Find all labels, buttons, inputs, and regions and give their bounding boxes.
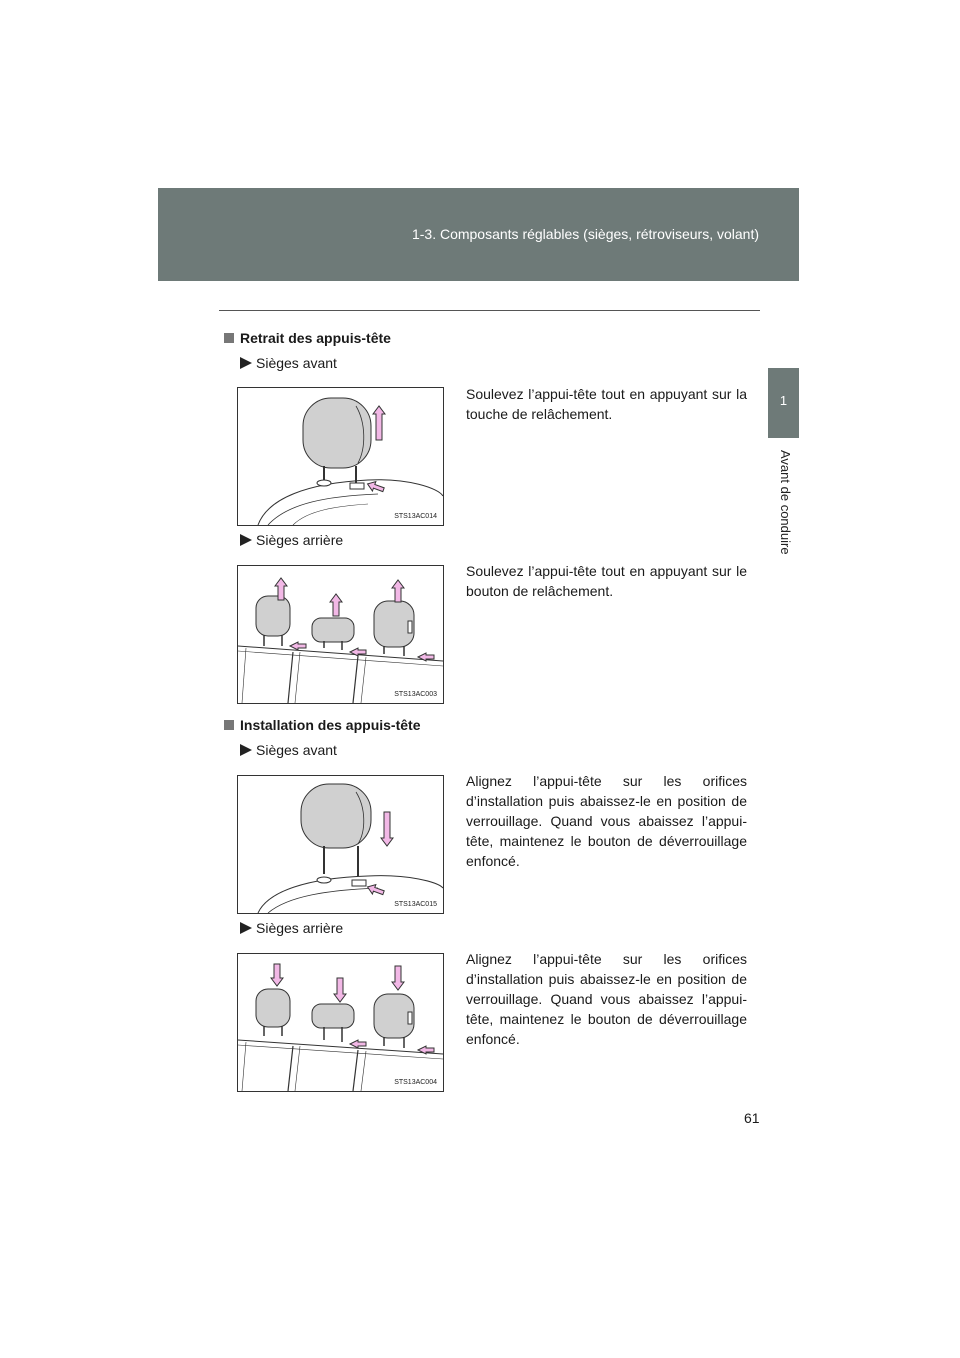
figure-code: STS13AC003: [394, 691, 437, 698]
subheading-rear-seats-install: Sièges arrière: [240, 920, 343, 936]
triangle-bullet-icon: [240, 744, 252, 756]
triangle-bullet-icon: [240, 534, 252, 546]
side-tab-label: Avant de conduire: [778, 450, 793, 555]
figure-rear-installation: [237, 953, 444, 1092]
section-heading-installation: Installation des appuis-tête: [224, 717, 420, 733]
side-tab: [768, 368, 799, 438]
figure-front-installation: [237, 775, 444, 914]
chapter-header-band: [158, 188, 799, 281]
header-rule: [219, 310, 760, 311]
chapter-title: 1-3. Composants réglables (sièges, rétroviseurs, volant): [411, 226, 759, 242]
figure-rear-removal: [237, 565, 444, 704]
subheading-front-seats: Sièges avant: [240, 355, 337, 371]
triangle-bullet-icon: [240, 922, 252, 934]
figure-code: STS13AC014: [394, 513, 437, 520]
subheading-front-seats-install: Sièges avant: [240, 742, 337, 758]
paragraph-rear-removal: Soulevez l’appui-tête tout en appuyant sur le bouton de relâchement.: [466, 563, 747, 599]
square-bullet-icon: [224, 333, 234, 343]
triangle-bullet-icon: [240, 357, 252, 369]
paragraph-front-removal: Soulevez l’appui-tête tout en appuyant sur la touche de relâchement.: [466, 386, 747, 422]
subheading-rear-seats: Sièges arrière: [240, 532, 343, 548]
page-number: 61: [744, 1110, 760, 1126]
paragraph-rear-installation: Alignez l’appui-tête sur les orifices d’installation puis abaissez-le en position de verrouillage. Quand vous abaissez l’appui-tête, maintenez le bouton de déverrouillage enfoncé.: [466, 951, 747, 1047]
paragraph-front-installation: Alignez l’appui-tête sur les orifices d’installation puis abaissez-le en position de verrouillage. Quand vous abaissez l’appui-tête, maintenez le bouton de déverrouillage enfoncé.: [466, 773, 747, 869]
square-bullet-icon: [224, 720, 234, 730]
figure-code: STS13AC004: [394, 1079, 437, 1086]
figure-front-removal: [237, 387, 444, 526]
section-heading-removal: Retrait des appuis-tête: [224, 330, 391, 346]
side-tab-number: 1: [779, 393, 788, 408]
figure-code: STS13AC015: [394, 901, 437, 908]
